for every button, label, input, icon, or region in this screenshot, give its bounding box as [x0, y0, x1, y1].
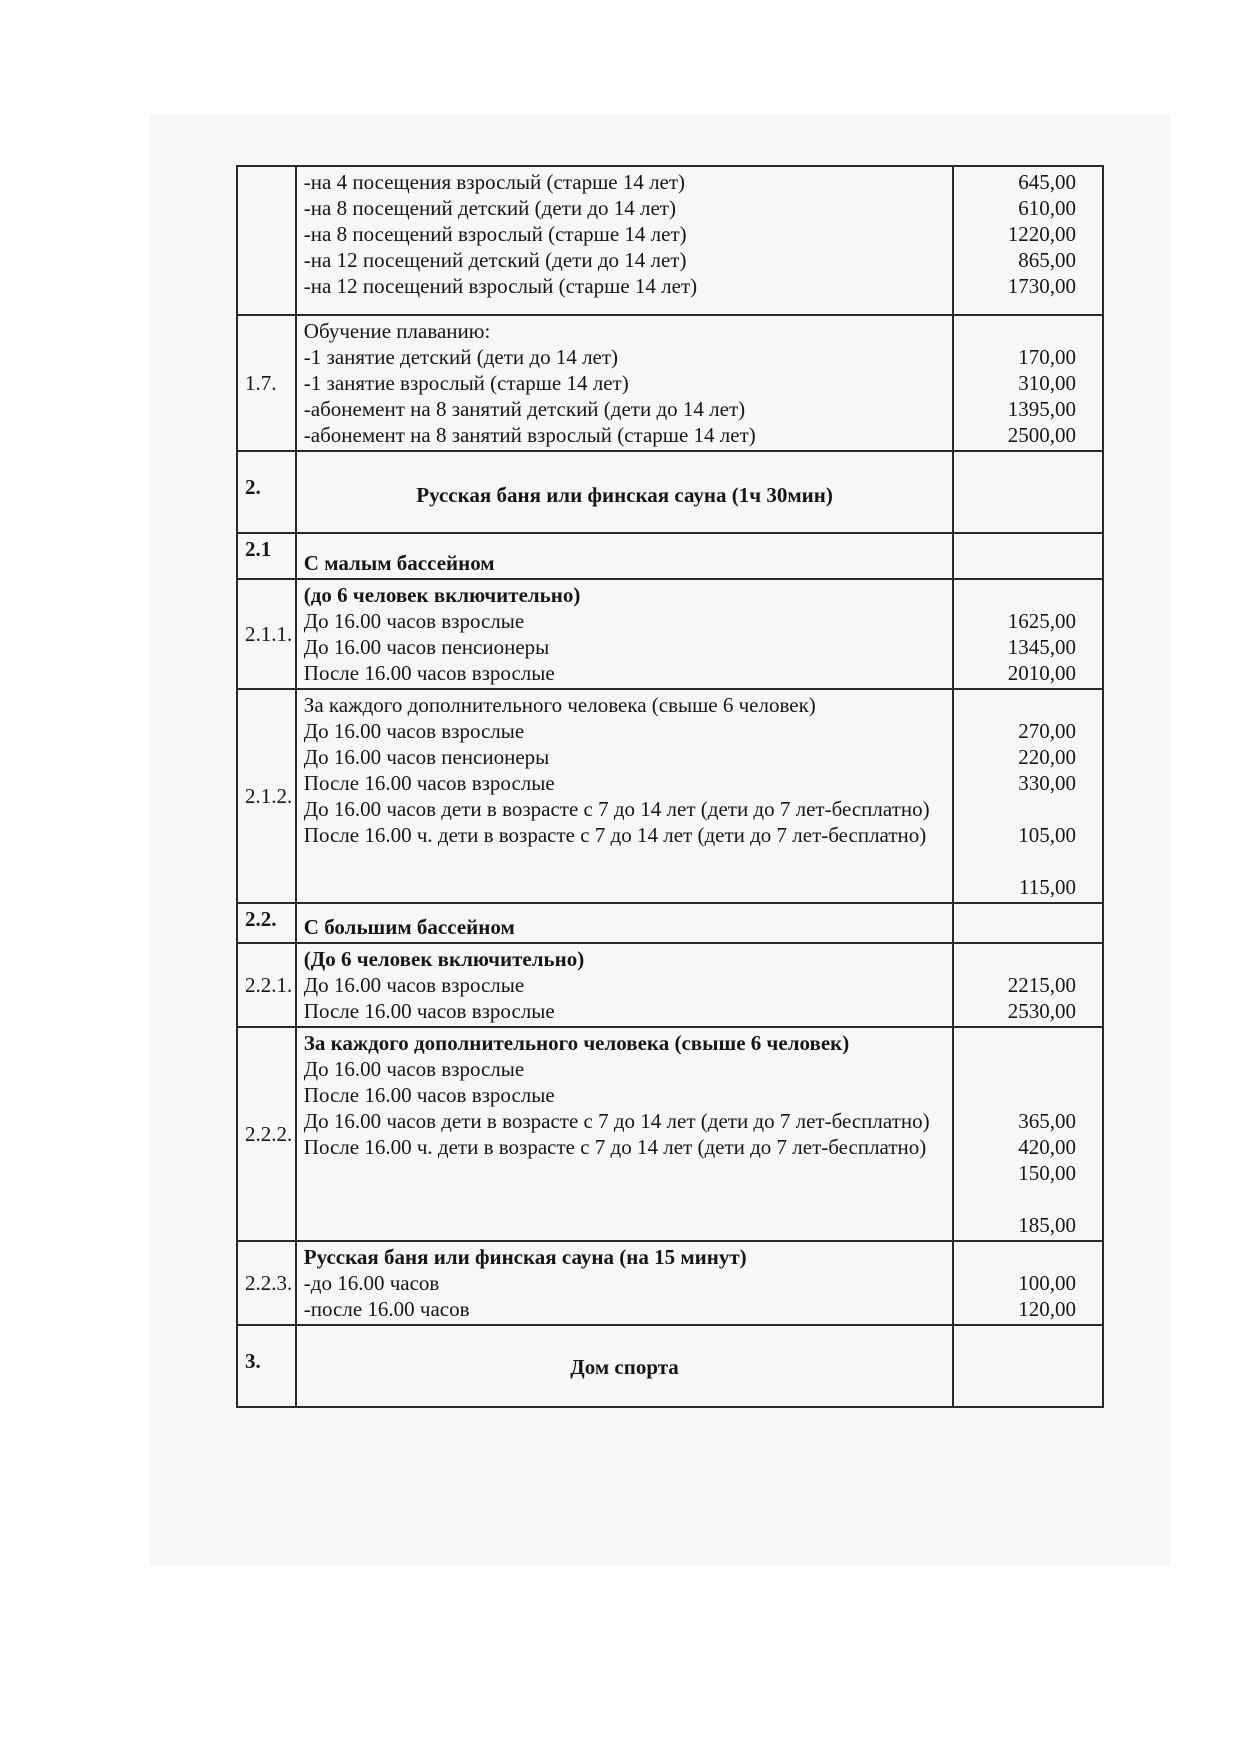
price-value: 865,00 — [1018, 248, 1076, 272]
service-line: -до 16.00 часов — [303, 1271, 440, 1295]
row-description-cell — [296, 579, 954, 689]
price-value: 1345,00 — [1007, 635, 1076, 659]
price-value: 1220,00 — [1007, 222, 1076, 246]
service-line: После 16.00 ч. дети в возрасте с 7 до 14 лет (дети до 7 лет-бесплатно) — [303, 823, 927, 847]
price-value: 310,00 — [1018, 371, 1076, 395]
section-title: Русская баня или финская сауна (1ч 30мин) — [416, 483, 833, 507]
row-price-cell — [953, 1325, 1103, 1407]
row-number-cell — [237, 451, 296, 533]
table-row — [237, 451, 1103, 533]
row-number-cell — [237, 1325, 296, 1407]
row-price-cell — [953, 903, 1103, 943]
row-number-cell — [237, 903, 296, 943]
price-value: 2215,00 — [1007, 973, 1076, 997]
row-description-cell — [296, 1241, 954, 1325]
row-description-cell — [296, 451, 954, 533]
price-value: 2500,00 — [1007, 423, 1076, 447]
row-description-cell — [296, 1325, 954, 1407]
section-title: За каждого дополнительного человека (свыше 6 человек) — [303, 1031, 850, 1055]
table-row — [237, 315, 1103, 451]
service-line: До 16.00 часов взрослые — [303, 973, 525, 997]
price-table — [236, 165, 1104, 1408]
service-line: После 16.00 часов взрослые — [303, 1083, 555, 1107]
price-value: 150,00 — [1018, 1161, 1076, 1185]
row-number-cell: 2.2.3. — [237, 1241, 296, 1325]
service-line: После 16.00 часов взрослые — [303, 999, 555, 1023]
service-line: До 16.00 часов взрослые — [303, 719, 525, 743]
service-line: До 16.00 часов дети в возрасте с 7 до 14 лет (дети до 7 лет-бесплатно) — [303, 797, 930, 821]
row-price-cell — [953, 166, 1103, 315]
price-value: 185,00 — [1018, 1213, 1076, 1237]
price-value: 1625,00 — [1007, 609, 1076, 633]
row-description-cell — [296, 943, 954, 1027]
service-line: После 16.00 часов взрослые — [303, 661, 555, 685]
service-line: После 16.00 ч. дети в возрасте с 7 до 14 лет (дети до 7 лет-бесплатно) — [303, 1135, 927, 1159]
row-price-cell — [953, 579, 1103, 689]
service-line: -абонемент на 8 занятий взрослый (старше 14 лет) — [303, 423, 756, 447]
price-value: 420,00 — [1018, 1135, 1076, 1159]
table-row — [237, 943, 1103, 1027]
row-price-cell — [953, 315, 1103, 451]
price-value: 170,00 — [1018, 345, 1076, 369]
price-value: 220,00 — [1018, 745, 1076, 769]
section-title: Дом спорта — [570, 1355, 679, 1379]
service-line: -на 8 посещений взрослый (старше 14 лет) — [303, 222, 687, 246]
section-title: За каждого дополнительного человека (свыше 6 человек) — [303, 693, 816, 717]
section-title: (до 6 человек включительно) — [303, 583, 581, 607]
price-value: 105,00 — [1018, 823, 1076, 847]
section-title: С большим бассейном — [303, 915, 515, 939]
row-description-cell — [296, 315, 954, 451]
service-line: -1 занятие детский (дети до 14 лет) — [303, 345, 619, 369]
section-title: (До 6 человек включительно) — [303, 947, 585, 971]
service-line: До 16.00 часов дети в возрасте с 7 до 14 лет (дети до 7 лет-бесплатно) — [303, 1109, 930, 1133]
section-title: Русская баня или финская сауна (на 15 минут) — [303, 1245, 747, 1269]
service-line: До 16.00 часов пенсионеры — [303, 635, 550, 659]
row-price-cell — [953, 451, 1103, 533]
row-number-cell: 2.2.2. — [237, 1027, 296, 1241]
price-value: 645,00 — [1018, 170, 1076, 194]
row-price-cell — [953, 533, 1103, 579]
service-line: До 16.00 часов взрослые — [303, 609, 525, 633]
table-row — [237, 903, 1103, 943]
price-value: 2010,00 — [1007, 661, 1076, 685]
row-price-cell — [953, 1027, 1103, 1241]
row-number: 2.1 — [245, 537, 272, 561]
section-title: Обучение плаванию: — [303, 319, 491, 343]
service-line: -на 4 посещения взрослый (старше 14 лет) — [303, 170, 686, 194]
service-line: -на 12 посещений взрослый (старше 14 лет) — [303, 274, 698, 298]
service-line: До 16.00 часов взрослые — [303, 1057, 525, 1081]
row-number-cell: 1.7. — [237, 315, 296, 451]
section-title: С малым бассейном — [303, 551, 495, 575]
table-row — [237, 1325, 1103, 1407]
table-row — [237, 533, 1103, 579]
row-number: 2. — [245, 475, 261, 499]
row-description-cell — [296, 533, 954, 579]
service-line: -абонемент на 8 занятий детский (дети до 14 лет) — [303, 397, 746, 421]
price-value: 610,00 — [1018, 196, 1076, 220]
row-number-cell: 2.1.1. — [237, 579, 296, 689]
table-row — [237, 166, 1103, 315]
row-number-cell: 2.1.2. — [237, 689, 296, 903]
service-line: -1 занятие взрослый (старше 14 лет) — [303, 371, 629, 395]
row-price-cell — [953, 943, 1103, 1027]
row-description-cell — [296, 689, 954, 903]
price-value: 100,00 — [1018, 1271, 1076, 1295]
table-row — [237, 1241, 1103, 1325]
row-number-cell — [237, 533, 296, 579]
table-row — [237, 1027, 1103, 1241]
service-line: -после 16.00 часов — [303, 1297, 470, 1321]
row-description-cell — [296, 166, 954, 315]
price-value: 365,00 — [1018, 1109, 1076, 1133]
row-price-cell — [953, 1241, 1103, 1325]
row-number: 2.2. — [245, 907, 277, 931]
row-number-cell: 2.2.1. — [237, 943, 296, 1027]
price-value: 120,00 — [1018, 1297, 1076, 1321]
price-value: 270,00 — [1018, 719, 1076, 743]
price-value: 115,00 — [1019, 875, 1076, 899]
service-line: -на 8 посещений детский (дети до 14 лет) — [303, 196, 676, 220]
price-value: 1395,00 — [1007, 397, 1076, 421]
price-value: 2530,00 — [1007, 999, 1076, 1023]
row-number-cell — [237, 166, 296, 315]
row-number: 3. — [245, 1349, 261, 1373]
service-line: До 16.00 часов пенсионеры — [303, 745, 550, 769]
service-line: -на 12 посещений детский (дети до 14 лет) — [303, 248, 687, 272]
row-price-cell — [953, 689, 1103, 903]
row-description-cell — [296, 903, 954, 943]
row-description-cell — [296, 1027, 954, 1241]
table-row — [237, 689, 1103, 903]
service-line: После 16.00 часов взрослые — [303, 771, 555, 795]
table-row — [237, 579, 1103, 689]
price-value: 1730,00 — [1007, 274, 1076, 298]
price-value: 330,00 — [1018, 771, 1076, 795]
